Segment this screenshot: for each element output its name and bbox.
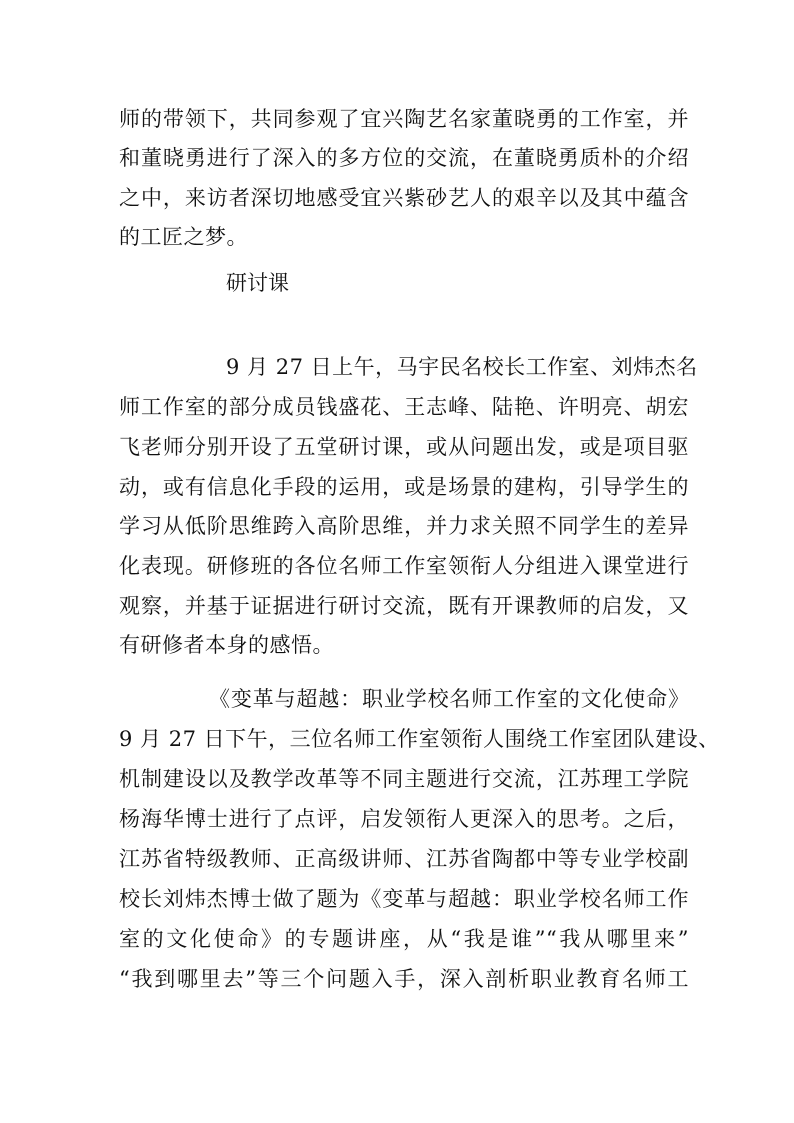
paragraph-2-line-2: 师工作室的部分成员钱盛花、王志峰、陆艳、许明亮、胡宏 bbox=[119, 395, 689, 419]
section-heading-lecture-title: 《变革与超越：职业学校名师工作室的文化使命》 bbox=[209, 687, 689, 711]
paragraph-1-line-1: 师的带领下，共同参观了宜兴陶艺名家董晓勇的工作室，并 bbox=[119, 107, 689, 131]
paragraph-2-line-6: 化表现。研修班的各位名师工作室领衔人分组进入课堂进行 bbox=[119, 554, 689, 578]
paragraph-2-line-8: 有研修者本身的感悟。 bbox=[119, 633, 334, 657]
paragraph-2-line-1: 9 月 27 日上午，马宇民名校长工作室、刘炜杰名 bbox=[226, 355, 698, 379]
paragraph-3-line-6: 室的文化使命》的专题讲座，从“我是谁”“我从哪里来” bbox=[119, 927, 689, 951]
paragraph-3-line-2: 机制建设以及教学改革等不同主题进行交流，江苏理工学院 bbox=[119, 767, 689, 791]
paragraph-1-line-3: 之中，来访者深切地感受宜兴紫砂艺人的艰辛以及其中蕴含 bbox=[119, 186, 689, 210]
paragraph-3-line-1: 9 月 27 日下午，三位名师工作室领衔人围绕工作室团队建设、 bbox=[119, 727, 720, 751]
paragraph-3-line-7: “我到哪里去”等三个问题入手，深入剖析职业教育名师工 bbox=[119, 967, 689, 991]
section-heading-seminar: 研讨课 bbox=[226, 271, 289, 295]
paragraph-1-line-2: 和董晓勇进行了深入的多方位的交流，在董晓勇质朴的介绍 bbox=[119, 146, 689, 170]
paragraph-2-line-5: 学习从低阶思维跨入高阶思维，并力求关照不同学生的差异 bbox=[119, 514, 689, 538]
paragraph-2-line-7: 观察，并基于证据进行研讨交流，既有开课教师的启发，又 bbox=[119, 594, 689, 618]
paragraph-2-line-3: 飞老师分别开设了五堂研讨课，或从问题出发，或是项目驱 bbox=[119, 435, 689, 459]
paragraph-1-line-4: 的工匠之梦。 bbox=[119, 225, 248, 249]
paragraph-2-line-4: 动，或有信息化手段的运用，或是场景的建构，引导学生的 bbox=[119, 475, 689, 499]
paragraph-3-line-4: 江苏省特级教师、正高级讲师、江苏省陶都中等专业学校副 bbox=[119, 847, 689, 871]
paragraph-3-line-3: 杨海华博士进行了点评，启发领衔人更深入的思考。之后， bbox=[119, 807, 689, 831]
paragraph-3-line-5: 校长刘炜杰博士做了题为《变革与超越：职业学校名师工作 bbox=[119, 887, 689, 911]
